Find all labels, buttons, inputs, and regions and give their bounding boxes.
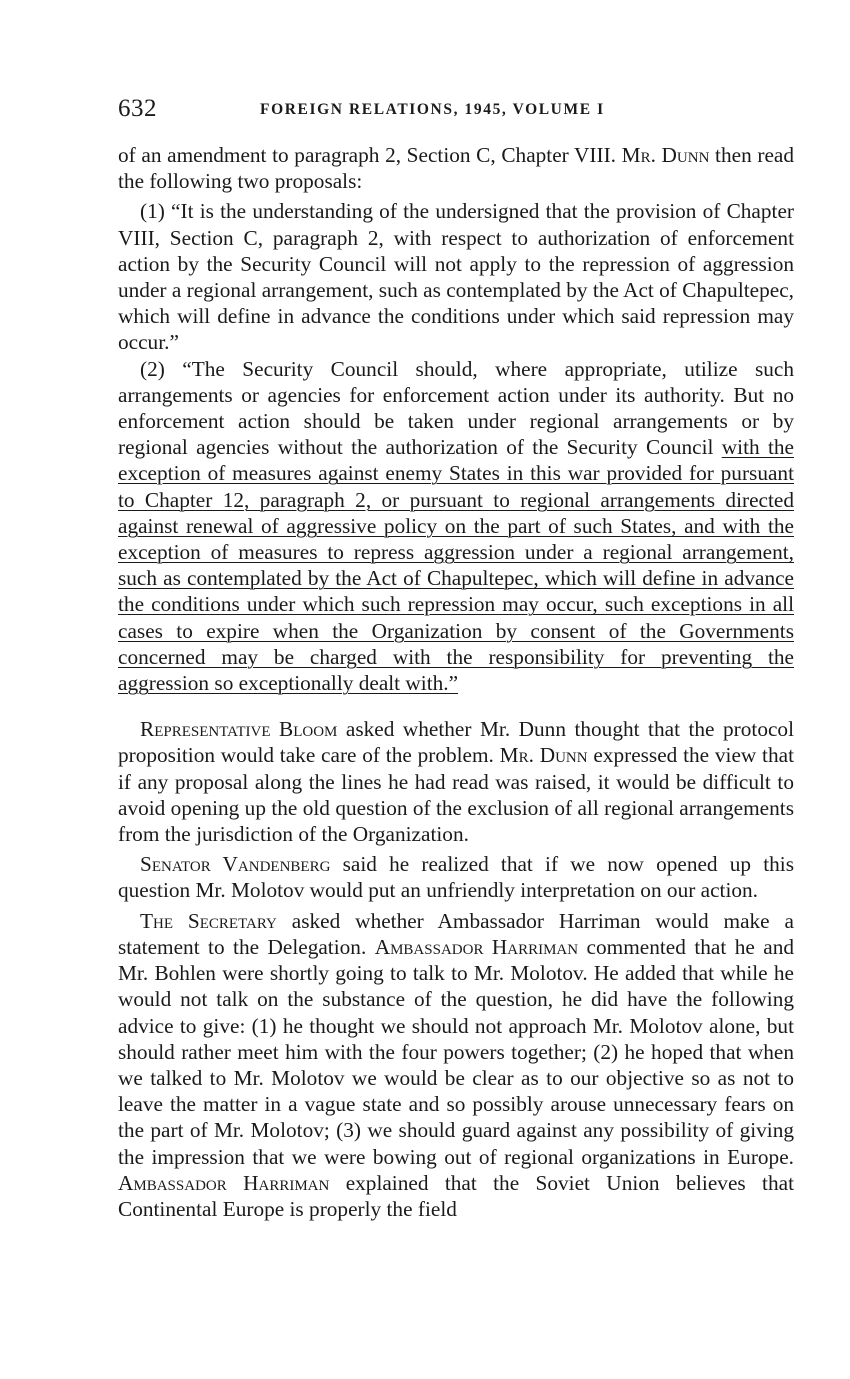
- proposal-1: [118, 198, 794, 355]
- paragraph-continuation: [118, 142, 794, 194]
- underlined-amendment: with the exception of measures against enemy States in this war provided for pursuant to Chapter 12, paragraph 2, or pursuant to regional arrangements directed against renewal of aggressive policy on the part of such States, and with the exception of measures to repress aggression under a regional arrangement, such as contemplated by the Act of Chapultepec, which will define in advance the conditions under which such repression may occur, such exceptions in all cases to expire when the Organization by consent of the Governments concerned may be charged with the responsibility for preventing the aggression so exceptionally dealt with.”: [118, 435, 794, 696]
- running-head: FOREIGN RELATIONS, 1945, VOLUME I: [260, 101, 605, 118]
- paragraph-vandenberg: [118, 851, 794, 903]
- text-run: explained that the Soviet Union believes that Continental Europe is properly the field: [118, 1170, 794, 1221]
- text-run: (2) “The Security Council should, where appropriate, utilize such arrangements or agencies for enforcement action under its authority. But no enforcement action should be taken under regional arrangements or by regional agencies without the authorization of the Security Council: [118, 356, 794, 460]
- page-header: [118, 95, 793, 129]
- paragraph-secretary: [118, 908, 794, 1222]
- speaker-name: Mr. Dunn: [621, 143, 710, 167]
- body-text: [118, 142, 794, 1222]
- proposal-2: [118, 356, 794, 697]
- text-run: then read the following two proposals:: [118, 143, 795, 194]
- speaker-name: Representative Bloom: [140, 717, 338, 742]
- text-run: of an amendment to paragraph 2, Section C, Chapter VIII.: [118, 143, 622, 167]
- text-run: expressed the view that if any proposal along the lines he had read was raised, it would be difficult to avoid opening up the old question of the exclusion of all regional arrangements from the jurisdiction of the Organization.: [118, 743, 794, 847]
- speaker-name: The Secretary: [140, 908, 277, 933]
- text-run: commented that he and Mr. Bohlen were shortly going to talk to Mr. Molotov. He added that while he would not talk on the substance of the question, he did have the following advice to give: (1) he thought we should not approach Mr. Molotov alone, but should rather meet him with the four powers together; (2) he hoped that when we talked to Mr. Molotov we would be clear as to our objective so as not to leave the matter in a vague state and so possibly arouse unnecessary fears on the part of Mr. Molotov; (3) we should guard against any possibility of giving the impression that we were bowing out of regional organizations in Europe.: [118, 934, 794, 1169]
- speaker-name: Ambassador Harriman: [374, 934, 579, 959]
- text-run: asked whether Ambassador Harriman would make a statement to the Delegation.: [118, 908, 794, 959]
- speaker-name: Ambassador Harriman: [118, 1170, 330, 1195]
- text-run: asked whether Mr. Dunn thought that the protocol proposition would take care of the problem.: [118, 717, 794, 768]
- paragraph-bloom: [118, 716, 794, 847]
- speaker-name: Senator Vandenberg: [140, 852, 331, 877]
- text-run: said he realized that if we now opened up this question Mr. Molotov would put an unfriendly interpretation on our action.: [118, 852, 794, 903]
- page-number: 632: [118, 95, 157, 122]
- speaker-name: Mr. Dunn: [499, 743, 588, 768]
- text-run: (1) “It is the understanding of the undersigned that the provision of Chapter VIII, Section C, paragraph 2, with respect to authorization of enforcement action by the Security Council will not apply to the repression of aggression under a regional arrangement, such as contemplated by the Act of Chapultepec, which will define in advance the conditions under which said repression may occur.”: [118, 199, 794, 355]
